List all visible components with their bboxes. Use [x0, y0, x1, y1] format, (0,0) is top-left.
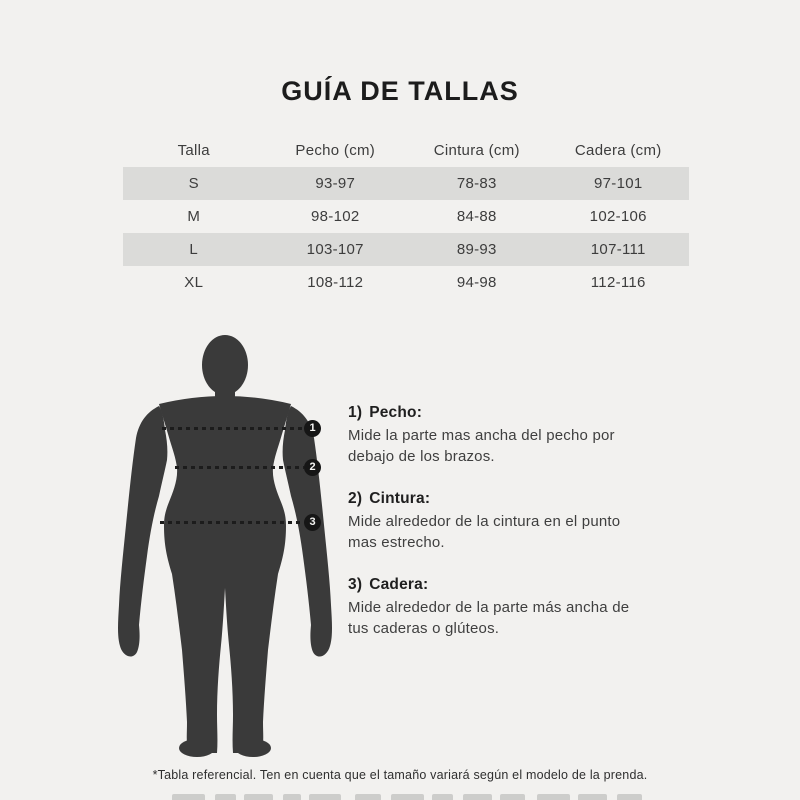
- cell-cadera: 97-101: [593, 175, 643, 192]
- size-table-header: [123, 135, 689, 165]
- measurement-description: [348, 425, 693, 467]
- cell-pecho: 108-112: [307, 274, 364, 291]
- hip-measure-line: [160, 521, 304, 524]
- column-header-pecho: Pecho (cm): [295, 141, 376, 159]
- waist-marker-badge: 2: [304, 459, 321, 476]
- measurement-description: [348, 597, 693, 639]
- table-row: [123, 266, 689, 299]
- measurement-name: Pecho:: [369, 404, 423, 421]
- measurement-name: Cadera:: [369, 576, 429, 593]
- cell-cadera: 102-106: [589, 208, 647, 225]
- cell-talla: L: [189, 241, 199, 258]
- measurement-label: [348, 490, 693, 508]
- chest-marker-badge: 1: [304, 420, 321, 437]
- size-table: [123, 135, 689, 299]
- chest-measure-line: [162, 427, 304, 430]
- cell-cadera: 107-111: [590, 241, 646, 258]
- measurement-descriptions: [348, 404, 693, 662]
- body-silhouette-figure: [75, 330, 375, 760]
- male-silhouette-icon: [75, 330, 375, 760]
- column-header-talla: Talla: [177, 141, 210, 159]
- hip-marker-badge: 3: [304, 514, 321, 531]
- description-line: Mide la parte mas ancha del pecho por: [348, 427, 615, 444]
- description-line: tus caderas o glúteos.: [348, 620, 500, 637]
- cell-cintura: 94-98: [456, 274, 497, 291]
- column-header-cintura: Cintura (cm): [433, 141, 520, 159]
- waist-measure-line: [175, 466, 304, 469]
- table-row: [123, 233, 689, 266]
- measurement-item-pecho: [348, 404, 693, 467]
- cell-cintura: 89-93: [456, 241, 497, 258]
- measurement-label: [348, 576, 693, 594]
- measurement-number: 3): [348, 576, 363, 593]
- description-line: Mide alrededor de la parte más ancha de: [348, 599, 630, 616]
- measurement-item-cadera: [348, 576, 693, 639]
- measurement-item-cintura: [348, 490, 693, 553]
- cell-talla: M: [187, 208, 201, 225]
- cutoff-text-remnant: [172, 794, 642, 800]
- cell-cintura: 78-83: [456, 175, 497, 192]
- cell-pecho: 103-107: [306, 241, 364, 258]
- description-line: mas estrecho.: [348, 534, 445, 551]
- table-row: [123, 200, 689, 233]
- cell-talla: S: [188, 175, 199, 192]
- description-line: Mide alrededor de la cintura en el punto: [348, 513, 621, 530]
- cell-cintura: 84-88: [456, 208, 497, 225]
- measurement-name: Cintura:: [369, 490, 431, 507]
- measurement-description: [348, 511, 693, 553]
- table-row: [123, 167, 689, 200]
- measurement-label: [348, 404, 693, 422]
- page-title: GUÍA DE TALLAS: [281, 76, 519, 106]
- reference-footnote: *Tabla referencial. Ten en cuenta que el tamaño variará según el modelo de la prenda.: [152, 768, 648, 782]
- cell-cadera: 112-116: [590, 274, 646, 291]
- cell-pecho: 93-97: [315, 175, 356, 192]
- cell-talla: XL: [184, 274, 204, 291]
- description-line: debajo de los brazos.: [348, 448, 495, 465]
- measurement-number: 1): [348, 404, 363, 421]
- measurement-number: 2): [348, 490, 363, 507]
- cell-pecho: 98-102: [310, 208, 360, 225]
- column-header-cadera: Cadera (cm): [574, 141, 662, 159]
